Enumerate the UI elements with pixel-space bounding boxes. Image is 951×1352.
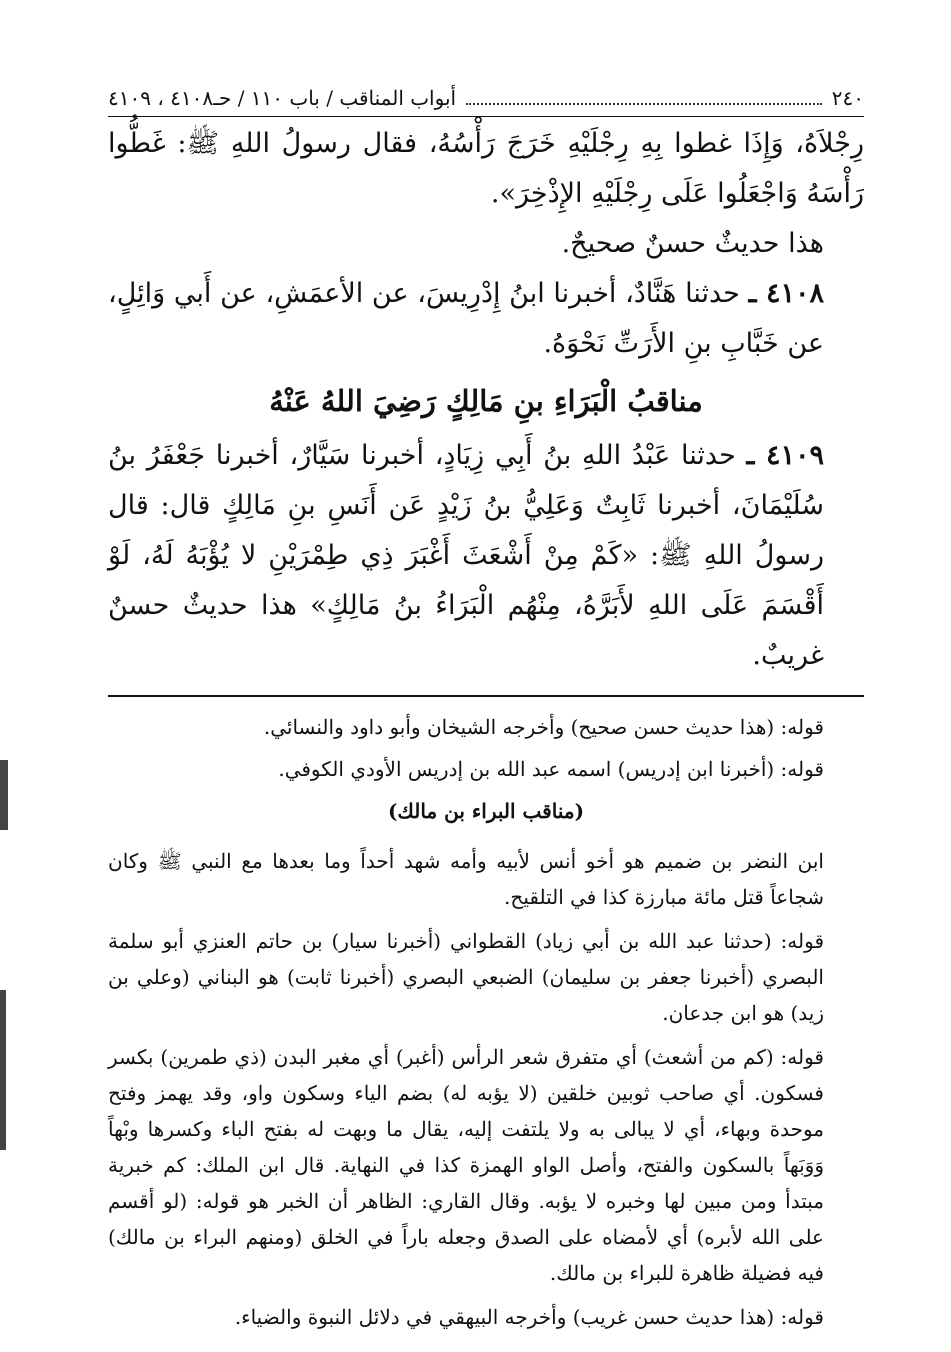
scan-edge-mark: [0, 760, 8, 830]
note: ابن النضر بن ضميم هو أخو أنس لأبيه وأمه شهد أحداً وما بعدها مع النبي ﷺ وكان شجاعاً قتل مائة مبارزة كذا في التلقيح.: [108, 849, 824, 909]
main-text: [108, 119, 864, 681]
footnote-divider: [108, 695, 864, 697]
hadith-number: ٤١٠٨ ـ: [748, 278, 824, 309]
hadith-text: حدثنا هَنَّادٌ، أخبرنا ابنُ إِدْرِيسَ، عن الأعمَشِ، عن أَبي وَائِلٍ، عن خَبَّابِ بنِ الأَرَتِّ نَحْوَهُ.: [108, 278, 824, 359]
hadith-number: ٤١٠٩ ـ: [746, 440, 824, 471]
running-title: أبواب المناقب / باب ١١٠ / حـ٤١٠٨ ، ٤١٠٩: [108, 86, 457, 110]
note: قوله: (حدثنا عبد الله بن أبي زياد) القطواني (أخبرنا سيار) بن حاتم العنزي أبو سلمة البصري (أخبرنا جعفر بن سليمان) الضبعي البصري (أخبرنا ثابت) هو البناني (وعلي بن زيد) هو ابن جدعان.: [108, 929, 824, 1025]
note-heading: (مناقب البراء بن مالك): [387, 799, 585, 823]
hadith-4109: [108, 431, 864, 681]
note: قوله: (أخبرنا ابن إدريس) اسمه عبد الله بن إدريس الأودي الكوفي.: [278, 757, 824, 781]
hadith-4108: [108, 269, 864, 369]
note: قوله: (هذا حديث حسن غريب) وأخرجه البيهقي في دلائل النبوة والضياء.: [234, 1305, 824, 1329]
page-number: ٢٤٠: [831, 86, 864, 110]
text-line: رِجْلاَهُ، وَإِذَا غطوا بِهِ رِجْلَيْهِ خَرَجَ رَأْسُهُ، فقال رسولُ اللهِ ﷺ: غَطُّوا رَأْسَهُ وَاجْعَلُوا عَلَى رِجْلَيْهِ الإِذْخِرَ».: [108, 128, 864, 209]
commentary: [108, 709, 864, 1335]
page: [108, 84, 864, 1341]
section-title: مناقبُ الْبَرَاءِ بنِ مَالِكٍ رَضِيَ اللهُ عَنْهُ: [269, 384, 703, 418]
scan-edge-mark: [0, 990, 6, 1150]
note: قوله: (كم من أشعث) أي متفرق شعر الرأس (أغبر) أي مغبر البدن (ذي طمرين) بكسر فسكون. أي صاحب ثوبين خلقين (لا يؤبه له) بضم الياء وسكون واو، وقد يهمز وفتح موحدة وبهاء، أي لا يبالى به ولا يلتفت إليه، يقال ما وبهت له بفتح الباء وكسرها وبْهاً وَوَبَهاً بالسكون والفتح، وأصل الواو الهمزة كذا في النهاية. قال ابن الملك: كم خبرية مبتدأ ومن مبين لها وخبره لا يؤبه. وقال القاري: الظاهر أن الخبر هو قوله: (لو أقسم على الله لأبره) أي لأمضاه على الصدق وجعله باراً في الخلق (ومنهم البراء بن مالك) فيه فضيلة ظاهرة للبراء بن مالك.: [108, 1045, 824, 1285]
running-header: [108, 84, 864, 117]
note: قوله: (هذا حديث حسن صحيح) وأخرجه الشيخان وأبو داود والنسائي.: [263, 715, 824, 739]
text-line: هذا حديثٌ حسنٌ صحيحٌ.: [561, 228, 824, 259]
header-leader-dots: [466, 103, 822, 105]
hadith-text: حدثنا عَبْدُ اللهِ بنُ أَبِي زِيَادٍ، أخبرنا سَيَّارٌ، أخبرنا جَعْفَرُ بنُ سُلَيْمَانَ، أخبرنا ثَابِتٌ وَعَلِيُّ بنُ زَيْدٍ عَن أَنَسِ بنِ مَالِكٍ قال: قال رسولُ اللهِ ﷺ: «كَمْ مِنْ أَشْعَثَ أَغْبَرَ ذِي طِمْرَيْنِ لا يُؤْبَهُ لَهُ، لَوْ أَقْسَمَ عَلَى اللهِ لأَبَرَّهُ، مِنْهُم الْبَرَاءُ بنُ مَالِكٍ» هذا حديثٌ حسنٌ غريبٌ.: [108, 440, 824, 671]
